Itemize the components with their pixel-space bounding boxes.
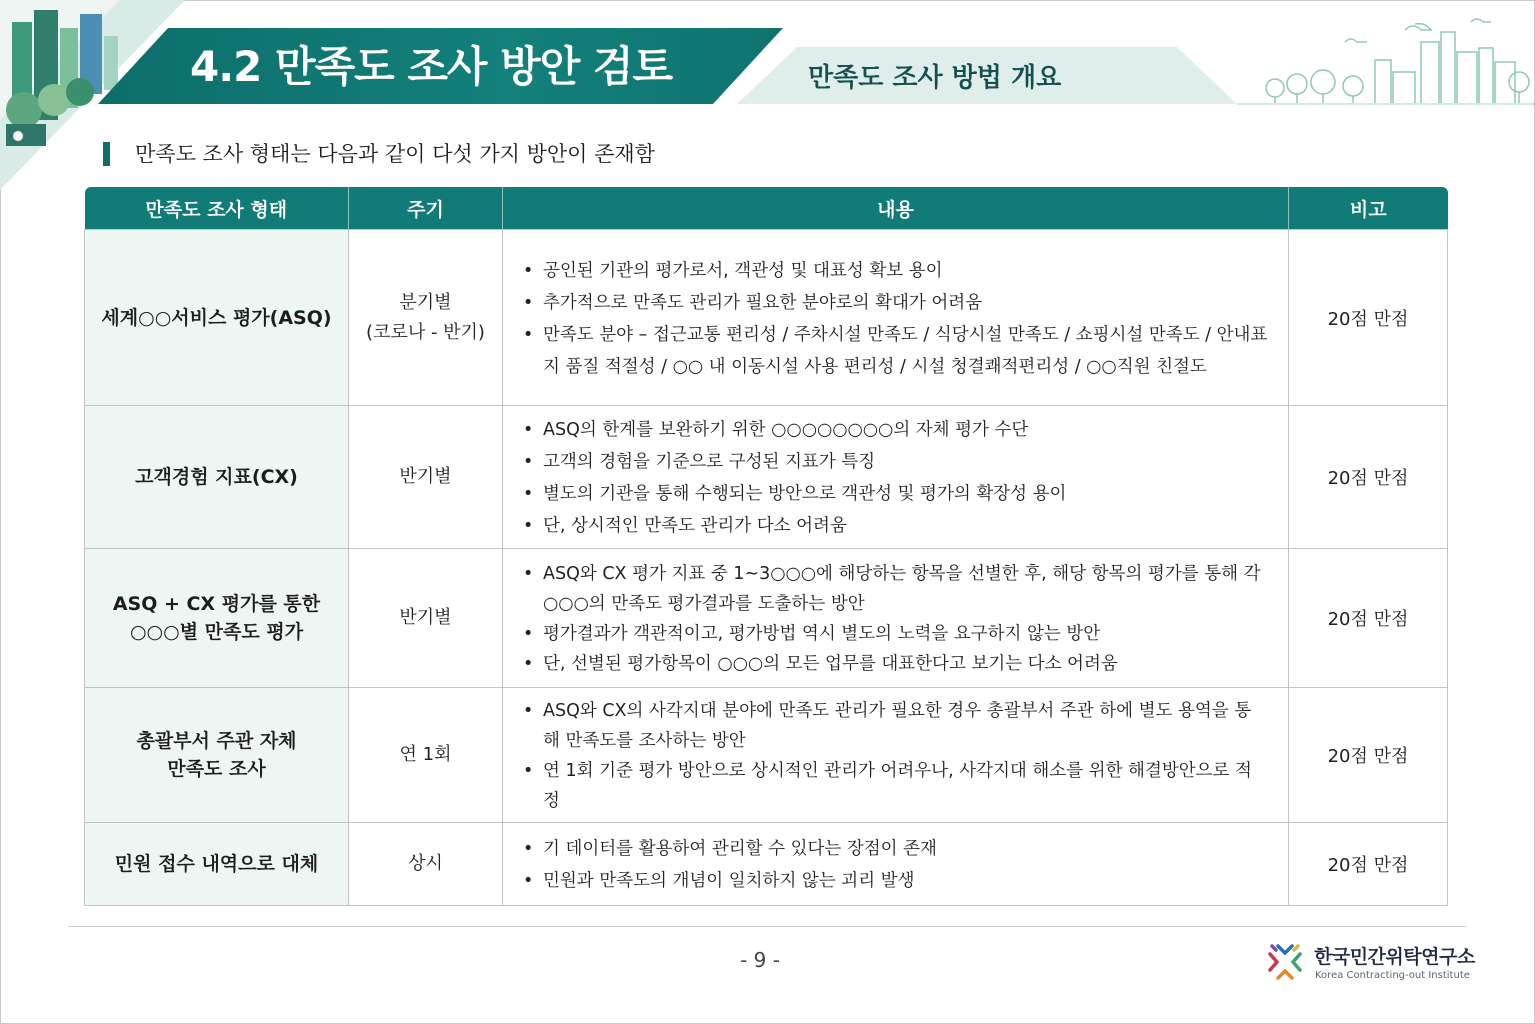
- content-cell: [503, 406, 1289, 549]
- period-label: 상시: [408, 853, 443, 874]
- logo-text-english: Korea Contracting-out Institute: [1315, 970, 1470, 981]
- period-label: 연 1회: [399, 744, 452, 765]
- period-label: 반기별: [399, 607, 452, 628]
- section-title: 만족도 조사 형태는 다음과 같이 다섯 가지 방안이 존재함: [135, 142, 655, 166]
- page-title: 4.2 만족도 조사 방안 검토: [190, 42, 673, 91]
- survey-type-cell: [85, 549, 349, 688]
- content-bullet: • 추가적으로 만족도 관리가 필요한 분야로의 확대가 어려움: [521, 287, 1268, 319]
- city-skyline-outline: [1235, 12, 1535, 107]
- period-label: 반기별: [399, 466, 452, 487]
- period-cell: [349, 549, 503, 688]
- table-row: [85, 823, 1448, 906]
- column-header-note: 비고: [1289, 187, 1448, 230]
- survey-type-label: 고객경험 지표(CX): [135, 466, 298, 488]
- table-header-row: [85, 187, 1448, 230]
- survey-type-cell: [85, 688, 349, 823]
- content-bullet: • 고객의 경험을 기준으로 구성된 지표가 특징: [521, 446, 1268, 478]
- content-bullet: • ASQ와 CX의 사각지대 분야에 만족도 관리가 필요한 경우 총괄부서 주관 하에 별도 용역을 통해 만족도를 조사하는 방안: [521, 696, 1268, 756]
- content-bullet: • 단, 상시적인 만족도 관리가 다소 어려움: [521, 510, 1268, 542]
- table-row: [85, 688, 1448, 823]
- page-number: - 9 -: [740, 948, 780, 972]
- survey-type-label: 총괄부서 주관 자체: [136, 730, 297, 752]
- page-subtitle: 만족도 조사 방법 개요: [808, 63, 1062, 93]
- note-cell: 20점 만점: [1289, 688, 1448, 823]
- table-row: [85, 549, 1448, 688]
- column-header-type: 만족도 조사 형태: [85, 187, 349, 230]
- note-cell: 20점 만점: [1289, 549, 1448, 688]
- content-bullet: • 연 1회 기준 평가 방안으로 상시적인 관리가 어려우나, 사각지대 해소를 위한 해결방안으로 적정: [521, 756, 1268, 816]
- institute-logo: [1262, 940, 1475, 986]
- survey-type-label: 민원 접수 내역으로 대체: [114, 853, 319, 875]
- period-cell: [349, 688, 503, 823]
- logo-text-korean: 한국민간위탁연구소: [1314, 946, 1475, 968]
- period-label-note: (코로나 - 반기): [366, 321, 485, 343]
- content-cell: [503, 823, 1289, 906]
- content-bullet: • ASQ의 한계를 보완하기 위한 ○○○○○○○○의 자체 평가 수단: [521, 414, 1268, 446]
- period-cell: [349, 823, 503, 906]
- content-bullet: • 공인된 기관의 평가로서, 객관성 및 대표성 확보 용이: [521, 255, 1268, 287]
- content-bullet: • 평가결과가 객관적이고, 평가방법 역시 별도의 노력을 요구하지 않는 방안: [521, 619, 1268, 649]
- survey-type-cell: [85, 823, 349, 906]
- survey-methods-table: [84, 187, 1448, 906]
- section-marker: [103, 142, 110, 166]
- content-bullet: • 기 데이터를 활용하여 관리할 수 있다는 장점이 존재: [521, 833, 1268, 865]
- note-cell: 20점 만점: [1289, 823, 1448, 906]
- survey-type-label: 세계○○서비스 평가(ASQ): [101, 306, 332, 329]
- column-header-period: 주기: [349, 187, 503, 230]
- content-bullet: • ASQ와 CX 평가 지표 중 1~3○○○에 해당하는 항목을 선별한 후, 해당 항목의 평가를 통해 각 ○○○의 만족도 평가결과를 도출하는 방안: [521, 559, 1268, 619]
- content-cell: [503, 549, 1289, 688]
- content-cell: [503, 688, 1289, 823]
- survey-type-label-line2: 만족도 조사: [167, 758, 266, 780]
- note-cell: 20점 만점: [1289, 406, 1448, 549]
- content-bullet: • 만족도 분야 – 접근교통 편리성 / 주차시설 만족도 / 식당시설 만족도 / 쇼핑시설 만족도 / 안내표지 품질 적절성 / ○○ 내 이동시설 사용 편리성 / 시설 청결쾌적편리성 / ○○직원 친절도: [521, 319, 1268, 383]
- content-bullet: • 별도의 기관을 통해 수행되는 방안으로 객관성 및 평가의 확장성 용이: [521, 478, 1268, 510]
- header-divider: [1237, 103, 1533, 105]
- content-bullet: • 민원과 만족도의 개념이 일치하지 않는 괴리 발생: [521, 865, 1268, 897]
- survey-type-cell: [85, 230, 349, 406]
- note-cell: 20점 만점: [1289, 230, 1448, 406]
- survey-type-cell: [85, 406, 349, 549]
- content-cell: [503, 230, 1289, 406]
- institute-logo-mark: [1262, 940, 1308, 984]
- table-row: [85, 406, 1448, 549]
- table-row: [85, 230, 1448, 406]
- footer-divider: [68, 926, 1466, 927]
- column-header-content: 내용: [503, 187, 1289, 230]
- period-cell: [349, 230, 503, 406]
- period-cell: [349, 406, 503, 549]
- survey-type-label-line2: ○○○별 만족도 평가: [129, 621, 304, 643]
- period-label: 분기별: [399, 291, 452, 313]
- content-bullet: • 단, 선별된 평가항목이 ○○○의 모든 업무를 대표한다고 보기는 다소 어려움: [521, 649, 1268, 679]
- survey-type-label: ASQ + CX 평가를 통한: [112, 593, 321, 615]
